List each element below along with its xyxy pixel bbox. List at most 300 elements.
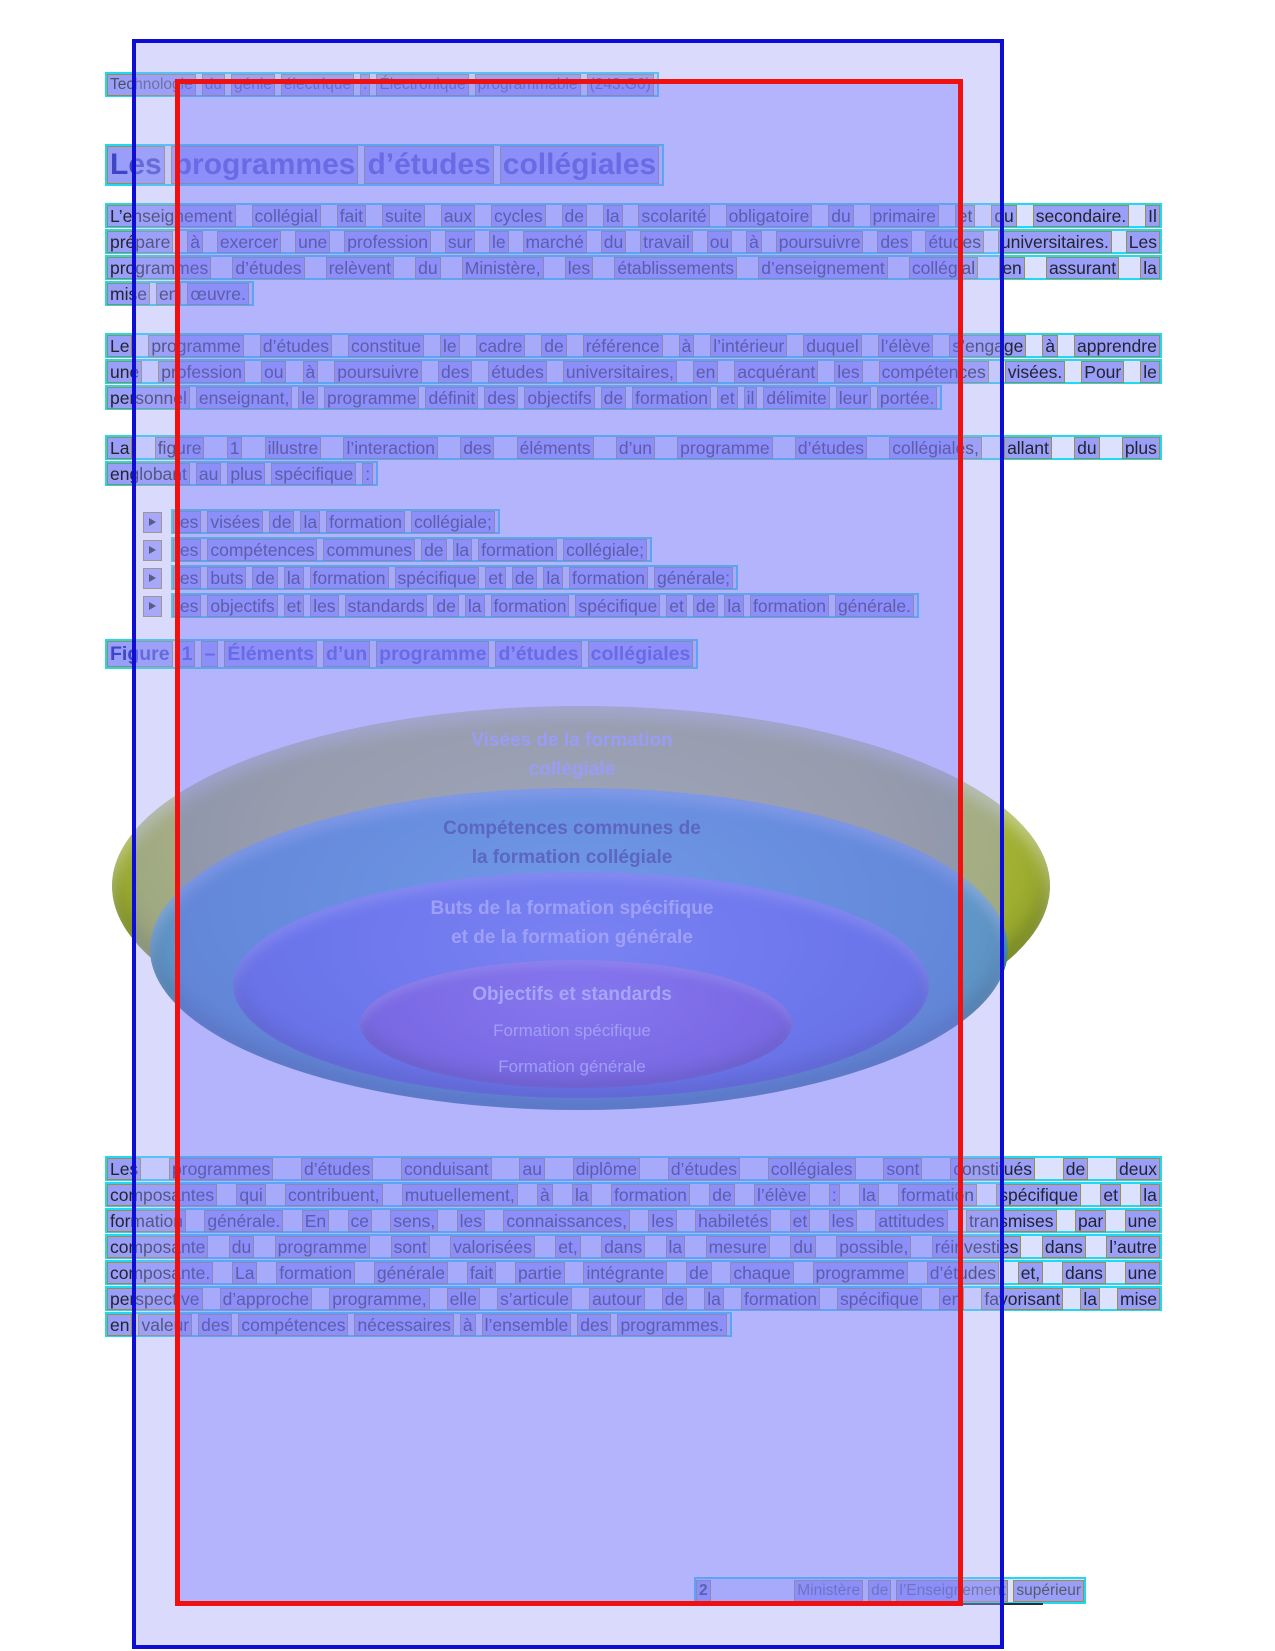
- word-box: il: [744, 387, 758, 409]
- word-box: de: [421, 539, 446, 561]
- word-box: sens,: [390, 1210, 438, 1232]
- word-box: de: [662, 1288, 687, 1310]
- word-box: attitudes: [875, 1210, 947, 1232]
- text-line-box: [171, 593, 919, 618]
- word-box: programmes: [107, 257, 211, 279]
- word-box: La: [107, 437, 132, 459]
- word-box: programme: [148, 335, 243, 357]
- word-box: universitaires,: [563, 361, 677, 383]
- word-box: l’élève: [754, 1184, 810, 1206]
- word-box: la: [1140, 1184, 1160, 1206]
- word-box: standards: [345, 595, 428, 617]
- word-box: une: [1125, 1210, 1160, 1232]
- word-box: du: [202, 74, 225, 96]
- word-box: au: [196, 463, 221, 485]
- word-box: de: [693, 595, 718, 617]
- text-line-box: [105, 333, 1162, 358]
- word-box: le: [1140, 361, 1160, 383]
- word-box: communes: [323, 539, 415, 561]
- word-box: valorisées: [450, 1236, 535, 1258]
- word-box: collégiale;: [411, 511, 495, 533]
- word-box: Technologie: [107, 74, 196, 96]
- word-box: cadre: [476, 335, 526, 357]
- word-box: d’études: [668, 1158, 740, 1180]
- word-box: intégrante: [583, 1262, 667, 1284]
- word-box: la: [300, 511, 320, 533]
- word-box: duquel: [803, 335, 862, 357]
- word-box: contribuent,: [285, 1184, 382, 1206]
- word-box: diplôme: [573, 1158, 640, 1180]
- word-box: plus: [227, 463, 265, 485]
- word-box: illustre: [265, 437, 322, 459]
- text-line-box: [105, 229, 1162, 254]
- word-box: marché: [523, 231, 587, 253]
- word-box: Ministère: [794, 1580, 863, 1602]
- figure-label-line: et de la formation générale: [451, 927, 693, 948]
- word-box: l’Enseignement: [896, 1580, 1008, 1602]
- word-box: primaire: [870, 205, 939, 227]
- word-box: et: [666, 595, 687, 617]
- word-box: programme: [324, 387, 419, 409]
- word-box: nécessaires: [354, 1314, 453, 1336]
- word-box: qui: [236, 1184, 265, 1206]
- word-box: formation: [611, 1184, 690, 1206]
- figure-label-line: Formation spécifique: [493, 1021, 651, 1040]
- word-box: des: [438, 361, 472, 383]
- word-box: et,: [555, 1236, 580, 1258]
- word-box: du: [1074, 437, 1099, 459]
- word-box: sont: [883, 1158, 922, 1180]
- word-box: les: [565, 257, 593, 279]
- word-box: au: [519, 1158, 544, 1180]
- word-box: d’études: [927, 1262, 999, 1284]
- word-box: programmes: [171, 146, 359, 184]
- word-box: de: [601, 387, 626, 409]
- bullet-item: [143, 565, 1143, 591]
- word-box: à: [187, 231, 203, 253]
- word-box: des: [460, 437, 494, 459]
- paragraph-1: [105, 203, 1162, 307]
- word-box: la: [465, 595, 485, 617]
- word-box: transmises: [966, 1210, 1057, 1232]
- text-line-box: [105, 255, 1162, 280]
- word-box: à: [537, 1184, 553, 1206]
- word-box: formation: [569, 567, 648, 589]
- word-box: des: [577, 1314, 611, 1336]
- word-box: supérieur: [1013, 1580, 1084, 1602]
- text-line-box: [105, 435, 1162, 460]
- word-box: composantes: [107, 1184, 217, 1206]
- figure-label-line: Compétences communes de: [443, 818, 701, 839]
- word-box: mise: [107, 283, 150, 305]
- word-box: le: [489, 231, 509, 253]
- label-competences-communes: [372, 814, 772, 872]
- word-box: chaque: [730, 1262, 793, 1284]
- word-box: référence: [583, 335, 663, 357]
- word-box: Le: [107, 335, 132, 357]
- word-box: profession: [158, 361, 245, 383]
- word-box: autour: [589, 1288, 645, 1310]
- word-box: la: [859, 1184, 879, 1206]
- word-box: à: [1042, 335, 1058, 357]
- word-box: formation: [107, 1210, 186, 1232]
- word-box: et: [955, 205, 976, 227]
- figure-label-line: Buts de la formation spécifique: [430, 898, 714, 919]
- figure-caption: [105, 639, 698, 669]
- word-box: d’un: [616, 437, 655, 459]
- word-box: de: [686, 1262, 711, 1284]
- word-box: les: [648, 1210, 676, 1232]
- word-box: programme: [275, 1236, 370, 1258]
- word-box: la: [1140, 257, 1160, 279]
- word-box: à: [746, 231, 762, 253]
- figure-label-line: Objectifs et standards: [472, 984, 672, 1005]
- word-box: et: [1100, 1184, 1121, 1206]
- word-box: générale;: [654, 567, 733, 589]
- word-box: l’interaction: [343, 437, 438, 459]
- figure-label-line: la formation collégiale: [471, 847, 673, 868]
- page-title: [105, 144, 664, 186]
- word-box: collégial: [909, 257, 978, 279]
- word-box: génie: [231, 74, 275, 96]
- word-box: les: [173, 567, 201, 589]
- word-box: collégiales: [500, 146, 659, 184]
- word-box: formation: [741, 1288, 820, 1310]
- word-box: de: [269, 511, 294, 533]
- figure-label-line: Visées de la formation: [471, 730, 673, 751]
- word-box: programmes.: [617, 1314, 726, 1336]
- word-box: la: [704, 1288, 724, 1310]
- text-line-box: [105, 1208, 1162, 1233]
- word-box: Il: [1145, 205, 1160, 227]
- word-box: éléments: [517, 437, 594, 459]
- word-box: L’enseignement: [107, 205, 236, 227]
- page-footer: [694, 1577, 1086, 1604]
- word-box: En: [302, 1210, 329, 1232]
- word-box: figure: [155, 437, 205, 459]
- word-box: générale: [374, 1262, 448, 1284]
- paragraph-3: [105, 435, 1162, 487]
- word-box: de: [512, 567, 537, 589]
- text-line-box: [105, 1312, 732, 1337]
- word-box: sont: [391, 1236, 430, 1258]
- word-box: Les: [107, 1158, 141, 1180]
- word-box: formation: [478, 539, 557, 561]
- word-box: perspective: [107, 1288, 203, 1310]
- word-box: composante: [107, 1236, 208, 1258]
- word-box: programme: [677, 437, 772, 459]
- word-box: formation: [898, 1184, 977, 1206]
- word-box: de: [562, 205, 587, 227]
- word-box: formation: [491, 595, 570, 617]
- word-box: des: [877, 231, 911, 253]
- word-box: études: [488, 361, 547, 383]
- word-box: d’études: [232, 257, 304, 279]
- word-box: du: [790, 1236, 815, 1258]
- word-box: les: [173, 595, 201, 617]
- word-box: de: [868, 1580, 891, 1602]
- word-box: générale.: [204, 1210, 283, 1232]
- word-box: objectifs: [207, 595, 277, 617]
- word-box: d’approche: [220, 1288, 313, 1310]
- word-box: spécifique: [271, 463, 356, 485]
- word-box: électrique: [281, 74, 354, 96]
- text-line-box: [171, 537, 652, 562]
- word-box: générale.: [835, 595, 914, 617]
- word-box: formation: [310, 567, 389, 589]
- word-box: collégiale;: [563, 539, 647, 561]
- paragraph-2: [105, 333, 1162, 411]
- word-box: en: [156, 283, 181, 305]
- text-line-box: [171, 565, 738, 590]
- word-box: réinvesties: [932, 1236, 1022, 1258]
- word-box: la: [1080, 1288, 1100, 1310]
- word-box: la: [572, 1184, 592, 1206]
- text-line-box: [105, 1260, 1162, 1285]
- label-visees: [372, 726, 772, 784]
- word-box: d’enseignement: [758, 257, 888, 279]
- word-box: scolarité: [638, 205, 709, 227]
- label-buts: [372, 894, 772, 952]
- word-box: l’élève: [878, 335, 934, 357]
- word-box: Éléments: [224, 641, 317, 667]
- word-box: mesure: [706, 1236, 770, 1258]
- word-box: dans: [1062, 1262, 1106, 1284]
- figure-label-line: collégiale: [528, 759, 616, 780]
- bullet-list: [143, 509, 1143, 621]
- word-box: Les: [107, 146, 165, 184]
- word-box: établissements: [614, 257, 737, 279]
- word-box: en: [999, 257, 1024, 279]
- word-box: conduisant: [401, 1158, 492, 1180]
- word-box: ou: [261, 361, 286, 383]
- word-box: d’études: [301, 1158, 373, 1180]
- word-box: de: [541, 335, 566, 357]
- word-box: le: [298, 387, 318, 409]
- word-box: compétences: [238, 1314, 348, 1336]
- word-box: dans: [1042, 1236, 1086, 1258]
- text-line-box: [105, 1156, 1162, 1181]
- word-box: par: [1075, 1210, 1106, 1232]
- word-box: 1: [179, 641, 196, 667]
- word-box: apprendre: [1074, 335, 1160, 357]
- word-box: mise: [1117, 1288, 1160, 1310]
- word-box: de: [252, 567, 277, 589]
- word-box: s’articule: [497, 1288, 572, 1310]
- word-box: relèvent: [326, 257, 394, 279]
- word-box: fait: [337, 205, 366, 227]
- word-box: et,: [1018, 1262, 1043, 1284]
- word-box: et: [790, 1210, 811, 1232]
- word-box: une: [295, 231, 330, 253]
- word-box: du: [415, 257, 440, 279]
- word-box: la: [603, 205, 623, 227]
- word-box: travail: [640, 231, 693, 253]
- word-box: l’autre: [1106, 1236, 1160, 1258]
- figure-label-line: Formation générale: [498, 1057, 646, 1076]
- word-box: la: [284, 567, 304, 589]
- word-box: en: [693, 361, 718, 383]
- bullet-marker-icon: [143, 568, 162, 589]
- word-box: valeur: [138, 1314, 192, 1336]
- word-box: profession: [344, 231, 431, 253]
- word-box: La: [232, 1262, 257, 1284]
- word-box: œuvre.: [187, 283, 248, 305]
- word-box: du: [991, 205, 1016, 227]
- word-box: :: [829, 1184, 840, 1206]
- word-box: visées: [207, 511, 263, 533]
- text-line-box: [105, 1182, 1162, 1207]
- word-box: –: [201, 641, 218, 667]
- word-box: deux: [1116, 1158, 1160, 1180]
- word-box: ce: [348, 1210, 372, 1232]
- word-box: en: [107, 1314, 132, 1336]
- word-box: spécifique: [575, 595, 660, 617]
- word-box: et: [284, 595, 305, 617]
- word-box: ou: [707, 231, 732, 253]
- word-box: à: [679, 335, 695, 357]
- bullet-item: [143, 593, 1143, 619]
- word-box: programmes: [169, 1158, 273, 1180]
- bullet-item: [143, 537, 1143, 563]
- paragraph-4: [105, 1156, 1162, 1338]
- word-box: les: [173, 511, 201, 533]
- word-box: composante.: [107, 1262, 213, 1284]
- word-box: englobant: [107, 463, 190, 485]
- word-box: leur: [836, 387, 871, 409]
- label-objectifs-standards: [372, 980, 772, 1081]
- word-box: Ministère,: [462, 257, 544, 279]
- text-line-box: [105, 203, 1162, 228]
- word-box: des: [198, 1314, 232, 1336]
- word-box: Figure: [107, 641, 173, 667]
- word-box: portée.: [877, 387, 937, 409]
- word-box: cycles: [491, 205, 546, 227]
- word-box: universitaires.: [998, 231, 1112, 253]
- word-box: de: [1063, 1158, 1088, 1180]
- word-box: spécifique: [837, 1288, 922, 1310]
- word-box: et: [485, 567, 506, 589]
- word-box: l’intérieur: [710, 335, 787, 357]
- word-box: connaissances,: [503, 1210, 630, 1232]
- word-box: prépare: [107, 231, 173, 253]
- word-box: spécifique: [996, 1184, 1081, 1206]
- word-box: du: [601, 231, 626, 253]
- word-box: la: [724, 595, 744, 617]
- word-box: une: [107, 361, 142, 383]
- word-box: à: [303, 361, 319, 383]
- word-box: constitués: [950, 1158, 1035, 1180]
- word-box: les: [829, 1210, 857, 1232]
- word-box: de: [433, 595, 458, 617]
- word-box: définit: [425, 387, 478, 409]
- word-box: de: [709, 1184, 734, 1206]
- word-box: personnel: [107, 387, 190, 409]
- word-box: poursuivre: [776, 231, 864, 253]
- page-header: [105, 72, 659, 97]
- word-box: Électronique: [376, 74, 468, 96]
- word-box: d’études: [795, 437, 867, 459]
- word-box: compétences: [879, 361, 989, 383]
- word-box: assurant: [1046, 257, 1119, 279]
- word-box: les: [310, 595, 338, 617]
- text-line-box: [105, 359, 1162, 384]
- word-box: collégiales: [768, 1158, 856, 1180]
- word-box: poursuivre: [334, 361, 422, 383]
- text-line-box: [171, 509, 500, 534]
- word-box: aux: [441, 205, 475, 227]
- word-box: l’ensemble: [482, 1314, 572, 1336]
- text-line-box: [105, 385, 942, 410]
- word-box: enseignant,: [196, 387, 293, 409]
- word-box: le: [440, 335, 460, 357]
- word-box: constitue: [348, 335, 424, 357]
- word-box: programme: [813, 1262, 908, 1284]
- word-box: formation: [632, 387, 711, 409]
- word-box: formation: [276, 1262, 355, 1284]
- word-box: la: [543, 567, 563, 589]
- word-box: une: [1125, 1262, 1160, 1284]
- word-box: visées.: [1005, 361, 1065, 383]
- word-box: formation: [750, 595, 829, 617]
- footer-text: [794, 1580, 1084, 1602]
- word-box: possible,: [836, 1236, 911, 1258]
- word-box: obligatoire: [726, 205, 813, 227]
- word-box: partie: [515, 1262, 565, 1284]
- word-box: Pour: [1081, 361, 1124, 383]
- text-line-box: [105, 461, 378, 486]
- word-box: compétences: [207, 539, 317, 561]
- word-box: la: [666, 1236, 686, 1258]
- word-box: dans: [601, 1236, 645, 1258]
- word-box: plus: [1122, 437, 1160, 459]
- word-box: délimite: [763, 387, 829, 409]
- word-box: programmable: [475, 74, 581, 96]
- word-box: :: [362, 463, 373, 485]
- bullet-marker-icon: [143, 512, 162, 533]
- word-box: programme: [376, 641, 489, 667]
- word-box: la: [453, 539, 473, 561]
- word-box: allant: [1004, 437, 1052, 459]
- word-box: les: [457, 1210, 485, 1232]
- word-box: Les: [1126, 231, 1160, 253]
- word-box: elle: [447, 1288, 480, 1310]
- word-box: des: [484, 387, 518, 409]
- bullet-item: [143, 509, 1143, 535]
- word-box: d’études: [364, 146, 493, 184]
- word-box: fait: [467, 1262, 496, 1284]
- word-box: programme,: [329, 1288, 429, 1310]
- word-box: collégiales: [588, 641, 694, 667]
- word-box: 1: [227, 437, 243, 459]
- word-box: buts: [207, 567, 246, 589]
- word-box: mutuellement,: [402, 1184, 518, 1206]
- word-box: secondaire.: [1033, 205, 1129, 227]
- word-box: les: [834, 361, 862, 383]
- word-box: exercer: [217, 231, 281, 253]
- text-line-box: [105, 1286, 1162, 1311]
- bullet-marker-icon: [143, 596, 162, 617]
- word-box: s’engage: [949, 335, 1026, 357]
- word-box: suite: [382, 205, 425, 227]
- word-box: collégiales,: [889, 437, 982, 459]
- word-box: sur: [445, 231, 475, 253]
- word-box: d’un: [323, 641, 370, 667]
- word-box: habiletés: [695, 1210, 771, 1232]
- word-box: d’études: [495, 641, 581, 667]
- word-box: du: [229, 1236, 254, 1258]
- word-box: (243.G0): [587, 74, 654, 96]
